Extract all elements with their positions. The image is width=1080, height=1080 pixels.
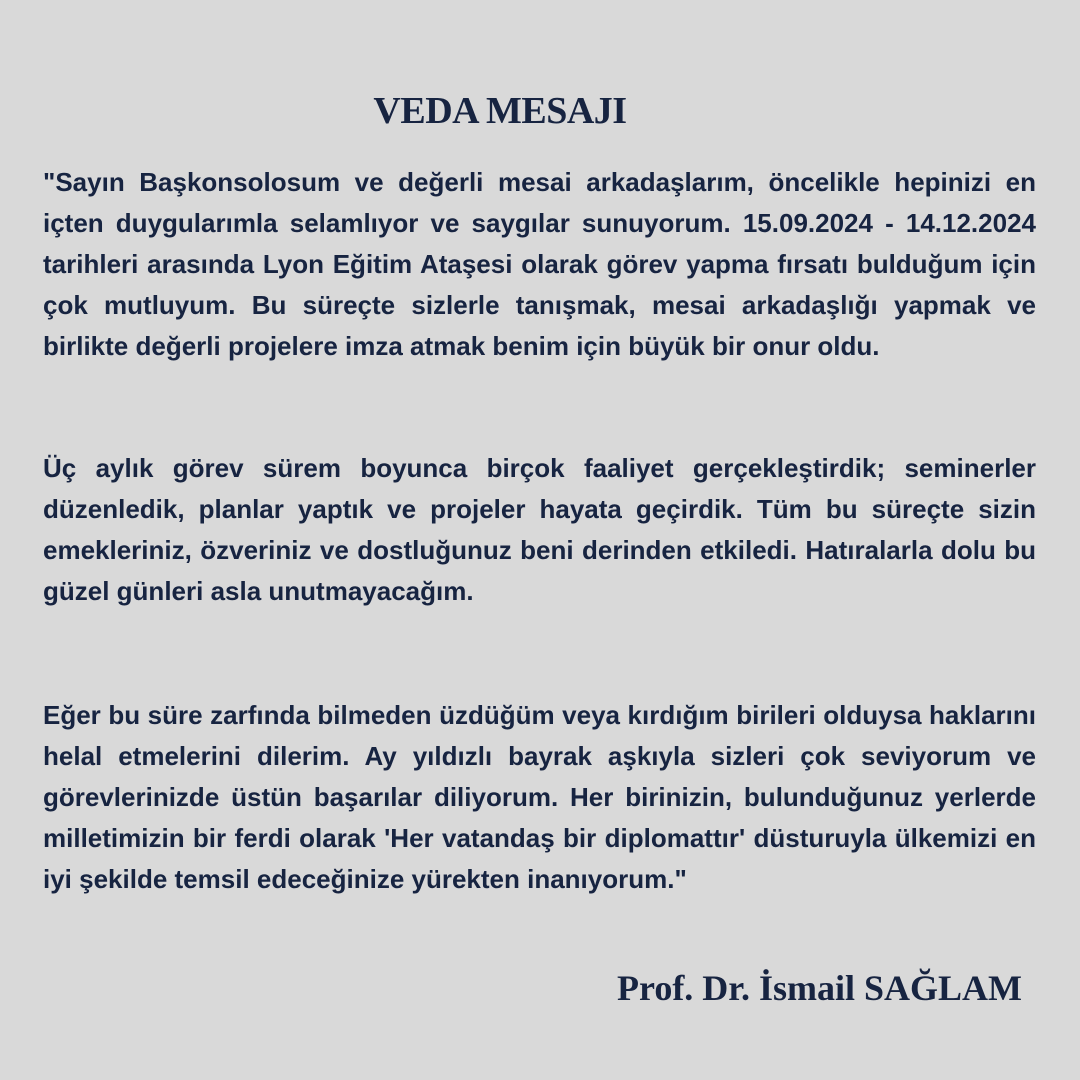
signature: Prof. Dr. İsmail SAĞLAM: [617, 968, 1022, 1008]
message-title: VEDA MESAJI: [373, 90, 627, 132]
message-paragraph-1: "Sayın Başkonsolosum ve değerli mesai arkadaşlarım, öncelikle hepinizi en içten duygularımla selamlıyor ve saygılar sunuyorum. 15.09.2024 - 14.12.2024 tarihleri arasında Lyon Eğitim Ataşesi olarak görev yapma fırsatı bulduğum için çok mutluyum. Bu süreçte sizlerle tanışmak, mesai arkadaşlığı yapmak ve birlikte değerli projelere imza atmak benim için büyük bir onur oldu.: [43, 167, 1036, 361]
message-paragraph-3: Eğer bu süre zarfında bilmeden üzdüğüm veya kırdığım birileri olduysa haklarını helal etmelerini dilerim. Ay yıldızlı bayrak aşkıyla sizleri çok seviyorum ve görevlerinizde üstün başarılar diliyorum. Her birinizin, bulunduğunuz yerlerde milletimizin bir ferdi olarak 'Her vatandaş bir diplomattır' düsturuyla ülkemizi en iyi şekilde temsil edeceğinize yürekten inanıyorum.": [43, 700, 1036, 894]
message-paragraph-2: Üç aylık görev sürem boyunca birçok faaliyet gerçekleştirdik; seminerler düzenledik, planlar yaptık ve projeler hayata geçirdik. Tüm bu süreçte sizin emekleriniz, özveriniz ve dostluğunuz beni derinden etkiledi. Hatıralarla dolu bu güzel günleri asla unutmayacağım.: [43, 453, 1036, 606]
